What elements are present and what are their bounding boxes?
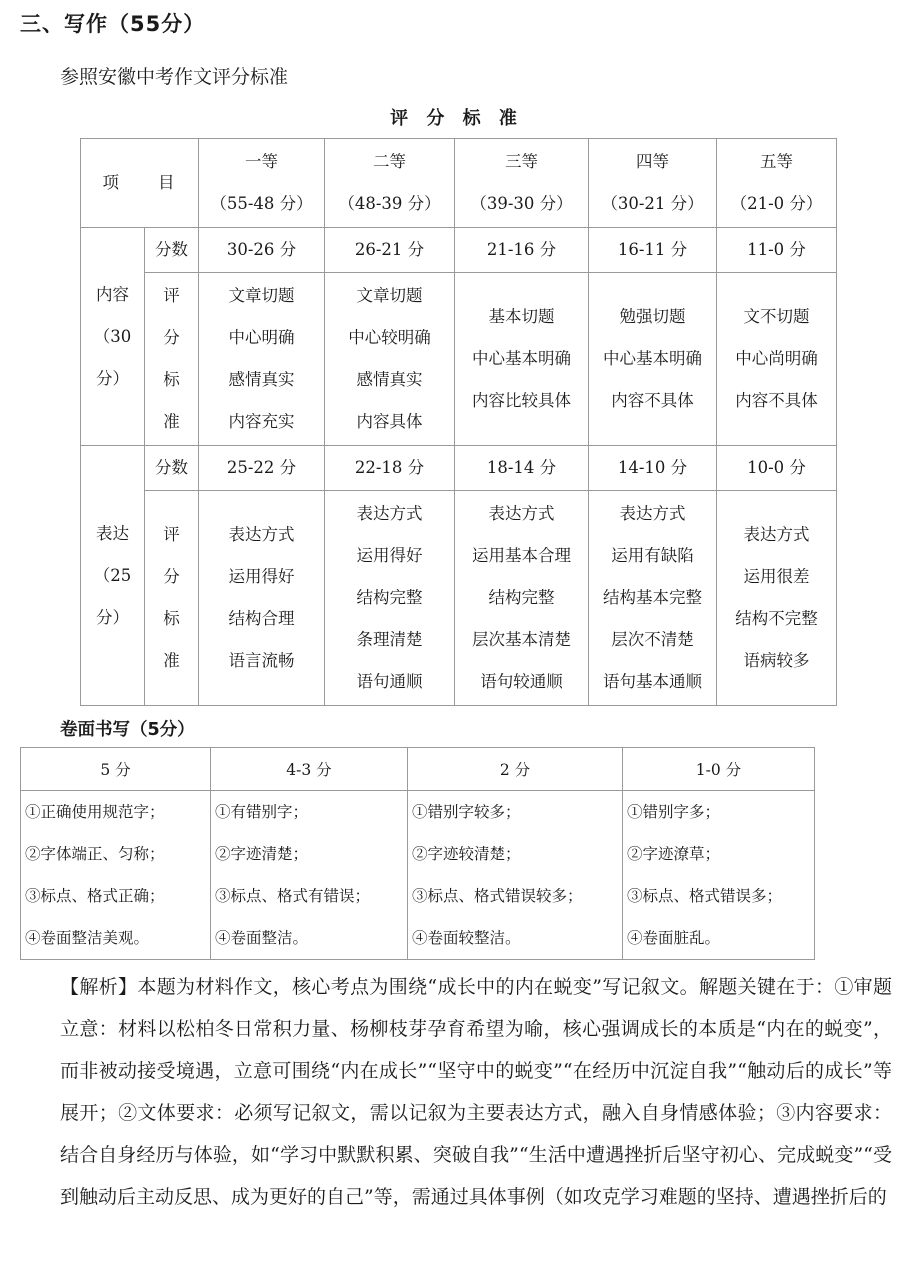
cell-line: 中心基本明确 — [603, 349, 702, 368]
grade-range: （55-48 分） — [210, 194, 313, 213]
cell-line: 运用有缺陷 — [611, 546, 694, 565]
cell-line: 内容充实 — [228, 412, 295, 431]
cell-line: 文章切题 — [356, 286, 423, 305]
cell-line: 内容不具体 — [611, 391, 694, 410]
criteria-cell — [589, 273, 717, 446]
handwriting-score-header: 1-0 分 — [623, 748, 815, 791]
cell-line: 层次基本清楚 — [472, 630, 571, 649]
criteria-line: ②字迹潦草； — [627, 845, 721, 863]
cell-line: 内容具体 — [356, 412, 423, 431]
cell-line: 层次不清楚 — [611, 630, 694, 649]
criteria-cell — [199, 491, 325, 706]
grade-range: （48-39 分） — [338, 194, 441, 213]
score-range: 30-26 分 — [199, 228, 325, 273]
cell-line: 标 — [163, 609, 180, 628]
cell-line: 分） — [96, 368, 129, 388]
cell-line: 表达 — [96, 523, 129, 543]
criteria-line: ③标点、格式错误较多； — [412, 887, 583, 905]
section-title: 三、写作（55分） — [20, 12, 206, 36]
criteria-line: ②字迹清楚； — [215, 845, 309, 863]
cell-line: 结构完整 — [356, 588, 423, 607]
grade-header — [199, 139, 325, 228]
cell-line: 表达方式 — [619, 504, 686, 523]
table-caption: 评 分 标 准 — [390, 108, 523, 129]
cell-line: 评 — [163, 286, 180, 305]
cell-line: 文不切题 — [743, 307, 810, 326]
cell-line: 中心较明确 — [348, 328, 431, 347]
item-header: 项 目 — [81, 139, 199, 228]
cell-line: 内容比较具体 — [472, 391, 571, 410]
cell-line: 中心尚明确 — [735, 349, 818, 368]
grade-header — [717, 139, 837, 228]
grade-name: 二等 — [373, 152, 406, 171]
content-label — [81, 228, 145, 446]
cell-line: 结构基本完整 — [603, 588, 702, 607]
cell-line: 中心基本明确 — [472, 349, 571, 368]
cell-line: 准 — [163, 412, 180, 431]
criteria-line: ④卷面较整洁。 — [412, 929, 521, 947]
cell-line: 分） — [96, 607, 129, 627]
grade-name: 三等 — [505, 152, 538, 171]
criteria-line: ①正确使用规范字； — [25, 803, 165, 821]
handwriting-title: 卷面书写（5分） — [60, 720, 195, 740]
criteria-cell — [325, 273, 455, 446]
criteria-cell — [589, 491, 717, 706]
grade-range: （39-30 分） — [470, 194, 573, 213]
criteria-line: ③标点、格式错误多； — [627, 887, 783, 905]
handwriting-criteria-cell — [623, 791, 815, 960]
handwriting-table — [20, 747, 815, 960]
criteria-line: ③标点、格式有错误； — [215, 887, 371, 905]
score-range: 21-16 分 — [455, 228, 589, 273]
cell-line: 勉强切题 — [619, 307, 686, 326]
cell-line: 表达方式 — [743, 525, 810, 544]
score-range: 16-11 分 — [589, 228, 717, 273]
score-range: 22-18 分 — [325, 446, 455, 491]
criteria-cell — [455, 491, 589, 706]
criteria-cell — [199, 273, 325, 446]
criteria-line: ①有错别字； — [215, 803, 309, 821]
score-range: 14-10 分 — [589, 446, 717, 491]
analysis-paragraph: 【解析】本题为材料作文，核心考点为围绕“成长中的内在蜕变”写记叙文。解题关键在于：①审题立意：材料以松柏冬日常积力量、杨柳枝芽孕育希望为喻，核心强调成长的本质是“内在的蜕变”，而非被动接受境遇，立意可围绕“内在成长”“坚守中的蜕变”“在经历中沉淀自我”“触动后的成长”等展开；②文体要求：必须写记叙文，需以记叙为主要表达方式，融入自身情感体验；③内容要求：结合自身经历与体验，如“学习中默默积累、突破自我”“生活中遭遇挫折后坚守初心、完成蜕变”“受到触动后主动反思、成为更好的自己”等，需通过具体事例（如攻克学习难题的坚持、遭遇挫折后的 — [60, 976, 892, 1208]
criteria-line: ④卷面整洁。 — [215, 929, 309, 947]
scoring-reference: 参照安徽中考作文评分标准 — [60, 66, 289, 88]
criteria-label — [145, 273, 199, 446]
score-range: 11-0 分 — [717, 228, 837, 273]
cell-line: 中心明确 — [228, 328, 295, 347]
cell-line: 运用基本合理 — [472, 546, 571, 565]
criteria-line: ④卷面整洁美观。 — [25, 929, 150, 947]
cell-line: 内容不具体 — [735, 391, 818, 410]
handwriting-score-header: 4-3 分 — [211, 748, 408, 791]
grade-range: （21-0 分） — [730, 194, 823, 213]
grade-range: （30-21 分） — [601, 194, 704, 213]
grade-header — [325, 139, 455, 228]
criteria-line: ①错别字多； — [627, 803, 721, 821]
handwriting-criteria-cell — [408, 791, 623, 960]
cell-line: 文章切题 — [228, 286, 295, 305]
cell-line: 结构合理 — [228, 609, 295, 628]
cell-line: 表达方式 — [228, 525, 295, 544]
score-label: 分数 — [145, 446, 199, 491]
criteria-line: ①错别字较多； — [412, 803, 521, 821]
cell-line: 感情真实 — [356, 370, 423, 389]
cell-line: 语句通顺 — [356, 672, 423, 691]
cell-line: 分 — [163, 328, 180, 347]
cell-line: （30 — [93, 326, 132, 346]
cell-line: 标 — [163, 370, 180, 389]
score-range: 10-0 分 — [717, 446, 837, 491]
analysis-text — [60, 966, 892, 1218]
criteria-line: ④卷面脏乱。 — [627, 929, 721, 947]
criteria-cell — [717, 491, 837, 706]
grade-header — [589, 139, 717, 228]
criteria-cell — [325, 491, 455, 706]
grade-header — [455, 139, 589, 228]
cell-line: 语句基本通顺 — [603, 672, 702, 691]
criteria-line: ③标点、格式正确； — [25, 887, 165, 905]
cell-line: 语言流畅 — [228, 651, 295, 670]
cell-line: 内容 — [96, 284, 129, 304]
criteria-label — [145, 491, 199, 706]
cell-line: 表达方式 — [488, 504, 555, 523]
grade-name: 四等 — [636, 152, 669, 171]
score-range: 26-21 分 — [325, 228, 455, 273]
cell-line: （25 — [93, 565, 132, 585]
cell-line: 基本切题 — [488, 307, 555, 326]
score-range: 18-14 分 — [455, 446, 589, 491]
scoring-rubric-table — [80, 138, 837, 706]
score-label: 分数 — [145, 228, 199, 273]
handwriting-score-header: 5 分 — [21, 748, 211, 791]
expression-label — [81, 446, 145, 706]
cell-line: 结构不完整 — [735, 609, 818, 628]
criteria-cell — [717, 273, 837, 446]
handwriting-criteria-cell — [21, 791, 211, 960]
cell-line: 评 — [163, 525, 180, 544]
cell-line: 条理清楚 — [356, 630, 423, 649]
grade-name: 五等 — [760, 152, 793, 171]
grade-name: 一等 — [245, 152, 278, 171]
cell-line: 语句较通顺 — [480, 672, 563, 691]
cell-line: 结构完整 — [488, 588, 555, 607]
criteria-cell — [455, 273, 589, 446]
cell-line: 运用得好 — [356, 546, 423, 565]
cell-line: 准 — [163, 651, 180, 670]
cell-line: 语病较多 — [743, 651, 810, 670]
cell-line: 运用很差 — [743, 567, 810, 586]
cell-line: 表达方式 — [356, 504, 423, 523]
cell-line: 运用得好 — [228, 567, 295, 586]
handwriting-score-header: 2 分 — [408, 748, 623, 791]
handwriting-criteria-cell — [211, 791, 408, 960]
criteria-line: ②字迹较清楚； — [412, 845, 521, 863]
criteria-line: ②字体端正、匀称； — [25, 845, 165, 863]
cell-line: 分 — [163, 567, 180, 586]
cell-line: 感情真实 — [228, 370, 295, 389]
score-range: 25-22 分 — [199, 446, 325, 491]
